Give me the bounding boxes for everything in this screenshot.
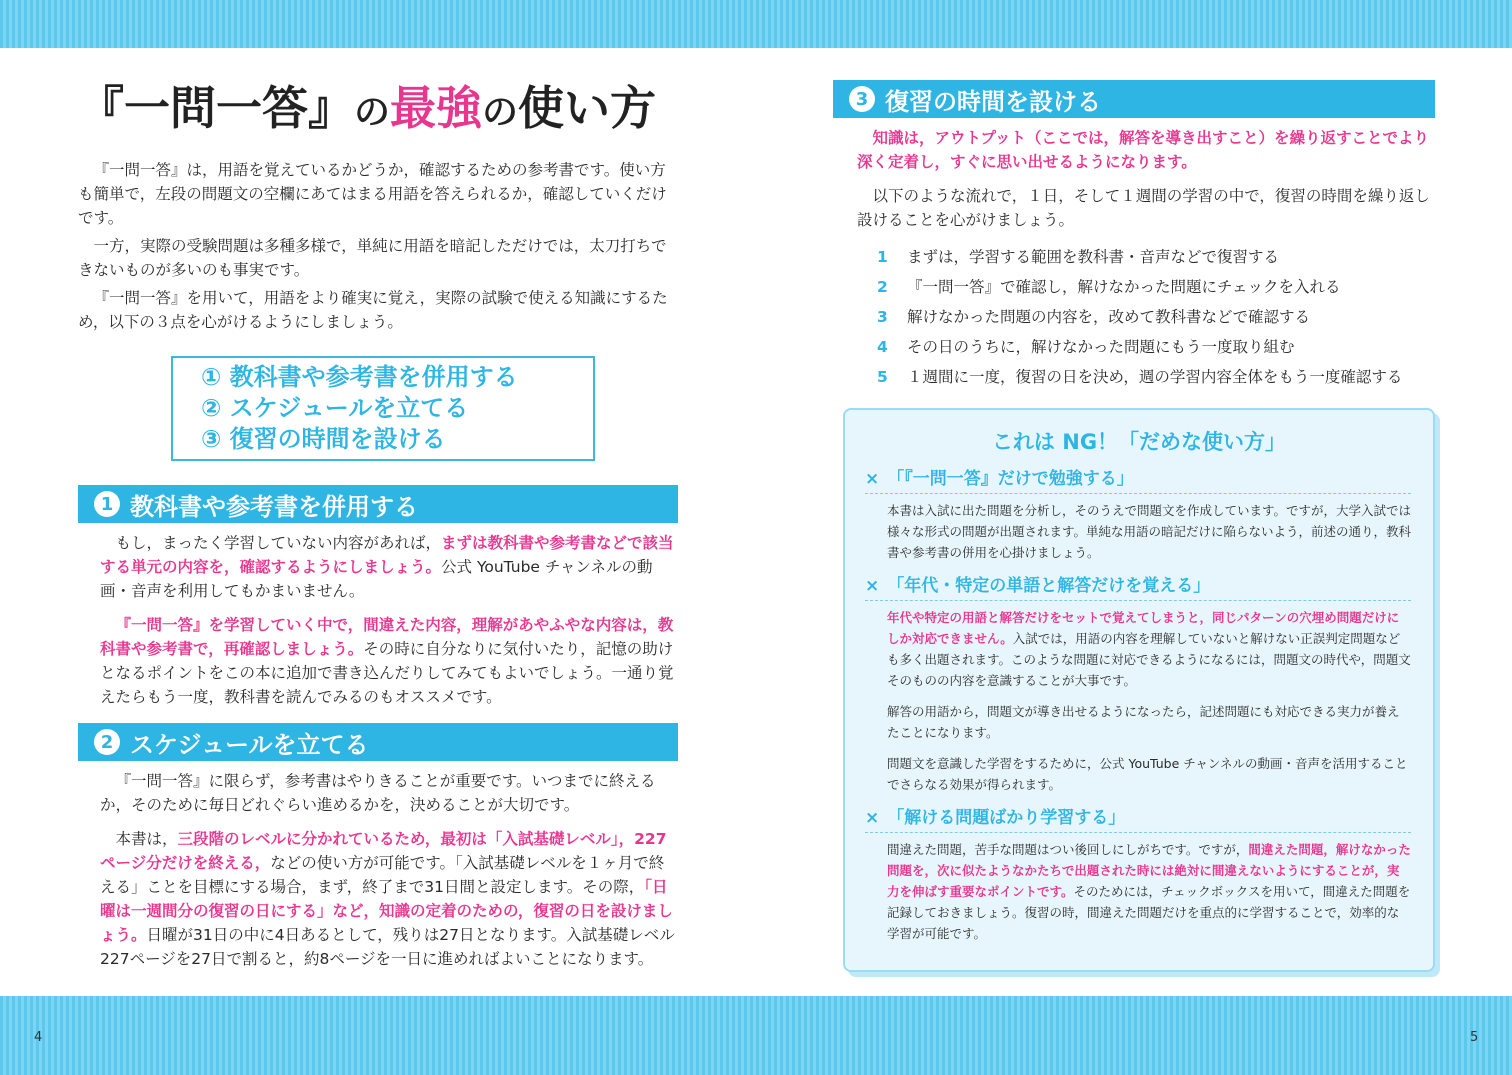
ng-item-text: 解答の用語から，問題文が導き出せるようになったら，記述問題にも対応できる実力が養えたことになります。	[887, 704, 1400, 740]
body-paragraph: 本書は，三段階のレベルに分かれているため，最初は「入試基礎レベル」，227ページ分だけを終える，などの使い方が可能です。「入試基礎レベルを１ヶ月で終える」ことを目標にする場合，まず，終了まで31日間と設定します。その際，「日曜は一週間分の復習の日にする」など，知識の定着のための，復習の日を設けましょう。日曜が31日の中に4日あるとして，残りは27日となります。入試基礎レベル227ページを27日で割ると，約8ページを一日に進めればよいことになります。	[100, 830, 675, 968]
ng-item-heading: × 「解ける問題ばかり学習する」	[865, 805, 1411, 833]
body-paragraph: 『一問一答』を学習していく中で，間違えた内容，理解があやふやな内容は，教科書や参考書で，再確認しましょう。その時に自分なりに気付いたり，記憶の助けとなるポイントをこの本に追加で書き込んだりしてみてもよいでしょう。一通り覚えたらもう一度，教科書を読んでみるのもオススメです。	[100, 616, 674, 706]
body-paragraph: もし，まったく学習していない内容があれば，まずは教科書や参考書などで該当する単元の内容を，確認するようにしましょう。公式 YouTube チャンネルの動画・音声を利用してもかまいません。	[100, 534, 674, 600]
section-3-heading	[833, 80, 1435, 118]
section-title: スケジュールを立てる	[130, 730, 369, 759]
cross-icon: ×	[865, 808, 880, 828]
key-points-box	[171, 356, 595, 461]
right-page	[833, 80, 1435, 941]
ng-item-text: 問題文を意識した学習をするために，公式 YouTube チャンネルの動画・音声を活用することでさらなる効果が得られます。	[887, 756, 1408, 792]
intro-paragraph: 『一問一答』は，用語を覚えているかどうか，確認するための参考書です。使い方も簡単で，左段の問題文の空欄にあてはまる用語を答えられるか，確認していくだけです。	[78, 161, 667, 227]
key-point: ① 教科書や参考書を併用する	[201, 363, 518, 391]
review-steps-list	[877, 242, 1435, 392]
section-number-badge: 3	[849, 86, 875, 112]
section-title: 教科書や参考書を併用する	[130, 492, 418, 521]
ng-item-text: 間違えた問題，苦手な問題はつい後回しにしがちです。ですが，間違えた問題，解けなかった問題を，次に似たようなかたちで出題された時には絶対に間違えないようにすることが，実力を伸ばす重要なポイントです。そのためには，チェックボックスを用いて，間違えた問題を記録しておきましょう。復習の時，間違えた問題だけを重点的に学習することで，効率的な学習が可能です。	[887, 842, 1411, 941]
section-number-badge: 2	[94, 729, 120, 755]
intro-text	[78, 158, 678, 334]
ng-item-heading: × 「年代・特定の単語と解答だけを覚える」	[865, 573, 1411, 601]
key-point: ② スケジュールを立てる	[201, 394, 469, 422]
cross-icon: ×	[865, 576, 880, 596]
section-3-body	[833, 118, 1435, 232]
key-point: ③ 復習の時間を設ける	[201, 425, 446, 453]
section-number-badge: 1	[94, 491, 120, 517]
list-item: 4 その日のうちに，解けなかった問題にもう一度取り組む	[877, 338, 1295, 356]
body-paragraph: 以下のような流れで，１日，そして１週間の学習の中で，復習の時間を繰り返し設けることを心がけましょう。	[857, 187, 1430, 229]
page-title: 『一問一答』の最強の使い方	[78, 81, 657, 135]
list-item: 2 『一問一答』で確認し，解けなかった問題にチェックを入れる	[877, 278, 1341, 296]
body-paragraph: 知識は，アウトプット（ここでは，解答を導き出すこと）を繰り返すことでより深く定着し，すぐに思い出せるようになります。	[857, 129, 1429, 171]
intro-paragraph: 『一問一答』を用いて，用語をより確実に覚え，実際の試験で使える知識にするため，以下の３点を心がけるようにしましょう。	[78, 289, 668, 331]
section-1-body	[78, 523, 678, 709]
ng-usage-box	[843, 408, 1435, 972]
list-item: 5 １週間に一度，復習の日を決め，週の学習内容全体をもう一度確認する	[877, 368, 1403, 386]
page-number-right: 5	[1470, 1030, 1479, 1045]
ng-item	[865, 466, 1411, 563]
ng-item	[865, 573, 1411, 795]
ng-item-heading: × 「『一問一答』だけで勉強する」	[865, 466, 1411, 494]
bottom-stripe-border	[0, 996, 1512, 1075]
body-paragraph: 『一問一答』に限らず，参考書はやりきることが重要です。いつまでに終えるか，そのために毎日どれぐらい進めるかを，決めることが大切です。	[100, 772, 656, 814]
page-number-left: 4	[34, 1030, 43, 1045]
list-item: 3 解けなかった問題の内容を，改めて教科書などで確認する	[877, 308, 1311, 326]
section-2-body	[78, 761, 678, 971]
ng-item-text: 年代や特定の用語と解答だけをセットで覚えてしまうと，同じパターンの穴埋め問題だけにしか対応できません。入試では，用語の内容を理解していないと解けない正誤判定問題なども多く出題されます。このような問題に対応できるようになるには，問題文の時代や，問題文そのものの内容を意識することが大事です。	[887, 610, 1411, 688]
section-2-heading	[78, 723, 678, 761]
section-1-heading	[78, 485, 678, 523]
cross-icon: ×	[865, 469, 880, 489]
title-emphasis: 最強	[390, 81, 483, 135]
intro-paragraph: 一方，実際の受験問題は多種多様で，単純に用語を暗記しただけでは，太刀打ちできないものが多いのも事実です。	[78, 237, 667, 279]
ng-item	[865, 805, 1411, 944]
list-item: 1 まずは，学習する範囲を教科書・音声などで復習する	[877, 248, 1280, 266]
left-page	[78, 80, 678, 981]
top-stripe-border	[0, 0, 1512, 48]
section-title: 復習の時間を設ける	[885, 87, 1101, 116]
ng-box-title: これは NG！「だめな使い方」	[991, 430, 1287, 454]
ng-item-text: 本書は入試に出た問題を分析し，そのうえで問題文を作成しています。ですが，大学入試では様々な形式の問題が出題されます。単純な用語の暗記だけに陥らないよう，前述の通り，教科書や参考書の併用を心掛けましょう。	[887, 503, 1412, 560]
